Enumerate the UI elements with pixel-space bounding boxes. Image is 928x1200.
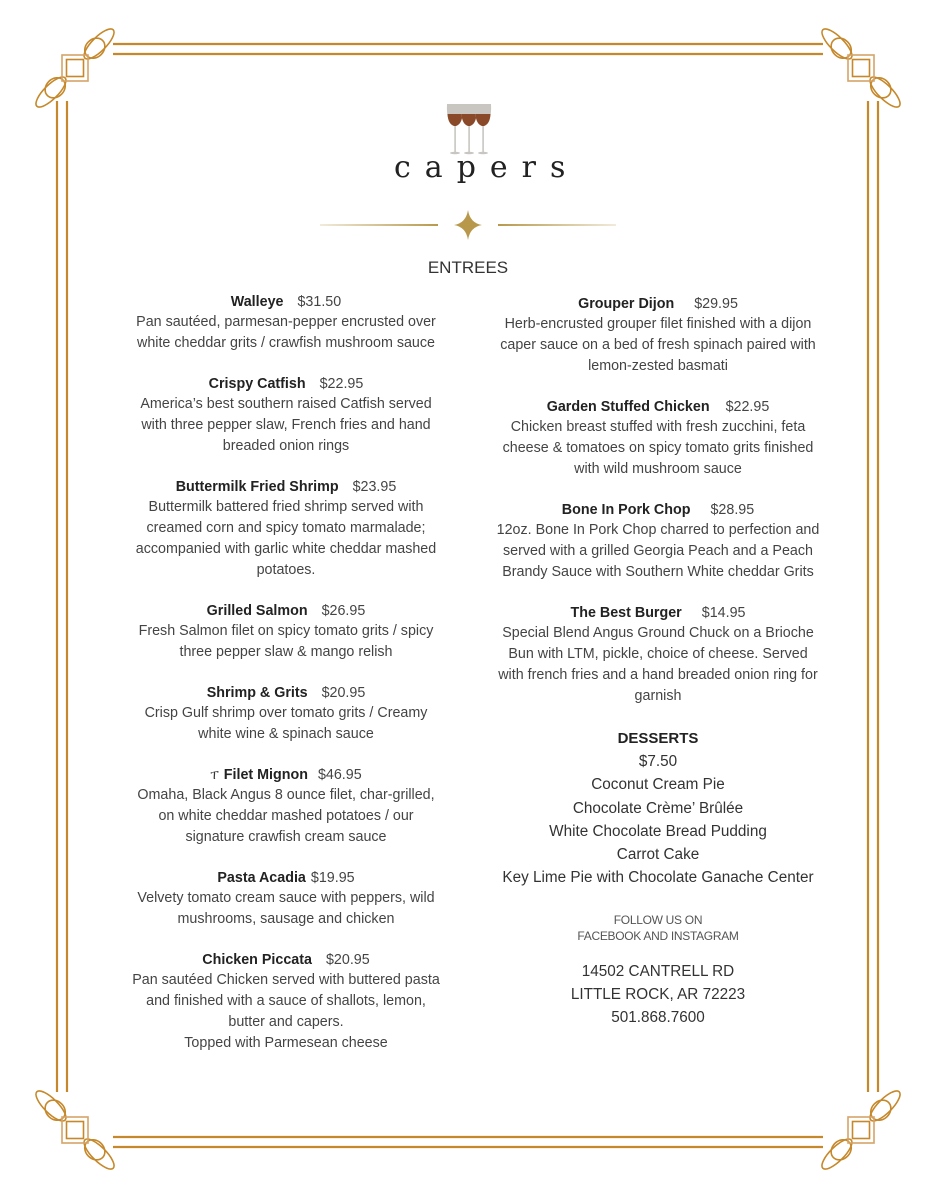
item-name: Bone In Pork Chop bbox=[561, 502, 691, 518]
desc-line: and finished with a sauce of shallots, lemon, bbox=[146, 993, 426, 1009]
item-description bbox=[106, 394, 466, 457]
item-description bbox=[478, 314, 838, 377]
desc-line: with three pepper slaw, French fries and hand bbox=[141, 417, 431, 433]
phone-number: 501.868.7600 bbox=[611, 1008, 705, 1026]
desc-line: accompanied with garlic white cheddar mashed bbox=[135, 541, 437, 557]
dessert-item: White Chocolate Bread Pudding bbox=[549, 822, 767, 840]
desc-line: breaded onion rings bbox=[222, 438, 350, 454]
item-description bbox=[106, 888, 466, 930]
item-name: Garden Stuffed Chicken bbox=[546, 399, 710, 415]
item-price: $23.95 bbox=[352, 479, 397, 495]
item-name: Grilled Salmon bbox=[206, 603, 308, 619]
corner-ornament-top-right bbox=[810, 17, 912, 119]
menu-item bbox=[478, 397, 838, 480]
restaurant-address bbox=[478, 960, 838, 1029]
item-price: $28.95 bbox=[710, 502, 755, 518]
menu-item bbox=[106, 601, 466, 663]
menu-item bbox=[106, 765, 466, 848]
desc-line: served with a grilled Georgia Peach and a Peach bbox=[503, 543, 813, 559]
desc-line: Herb-encrusted grouper filet finished with a dijon bbox=[504, 316, 812, 332]
item-price: $14.95 bbox=[701, 605, 746, 621]
item-description bbox=[106, 785, 466, 848]
item-price: $46.95 bbox=[317, 767, 362, 783]
item-description bbox=[478, 520, 838, 583]
desserts-section bbox=[478, 727, 838, 890]
desc-line: three pepper slaw & mango relish bbox=[179, 644, 393, 660]
desc-line: on white cheddar mashed potatoes / our bbox=[158, 808, 414, 824]
item-price: $20.95 bbox=[321, 685, 366, 701]
desc-line: lemon-zested basmati bbox=[588, 358, 728, 374]
desc-line: mushrooms, sausage and chicken bbox=[177, 911, 395, 927]
address-street: 14502 CANTRELL RD bbox=[581, 962, 735, 980]
follow-line: FACEBOOK AND INSTAGRAM bbox=[577, 928, 739, 943]
dessert-item: Carrot Cake bbox=[616, 846, 700, 864]
item-price: $19.95 bbox=[310, 870, 355, 886]
desc-line: Buttermilk battered fried shrimp served with bbox=[148, 499, 424, 515]
desc-line: Special Blend Angus Ground Chuck on a Brioche bbox=[502, 625, 814, 641]
item-description bbox=[106, 312, 466, 354]
menu-item bbox=[478, 603, 838, 707]
desc-line: Crisp Gulf shrimp over tomato grits / Creamy bbox=[144, 705, 428, 721]
dessert-item: Key Lime Pie with Chocolate Ganache Center bbox=[502, 869, 814, 887]
desc-line: Omaha, Black Angus 8 ounce filet, char-grilled, bbox=[137, 787, 435, 803]
item-name: Shrimp & Grits bbox=[206, 685, 308, 701]
item-price: $29.95 bbox=[694, 296, 738, 312]
desc-line: Chicken breast stuffed with fresh zucchini, feta bbox=[510, 419, 806, 435]
desc-line: signature crawfish cream sauce bbox=[185, 829, 387, 845]
desc-line: creamed corn and spicy tomato marmalade; bbox=[146, 520, 426, 536]
desc-line: with french fries and a hand breaded onion ring for bbox=[498, 667, 818, 683]
item-price: $26.95 bbox=[321, 603, 366, 619]
desc-line: white cheddar grits / crawfish mushroom sauce bbox=[137, 335, 435, 351]
desc-line: garnish bbox=[634, 688, 682, 704]
desc-line: 12oz. Bone In Pork Chop charred to perfection and bbox=[496, 522, 820, 538]
item-name: Pasta Acadia bbox=[217, 870, 306, 886]
desc-line: white wine & spinach sauce bbox=[198, 726, 374, 742]
item-name: Walleye bbox=[230, 294, 284, 310]
desc-line: Fresh Salmon filet on spicy tomato grits / spicy bbox=[138, 623, 434, 639]
desc-line: caper sauce on a bed of fresh spinach paired with bbox=[500, 337, 816, 353]
item-name: The Best Burger bbox=[570, 605, 682, 621]
item-description bbox=[478, 417, 838, 480]
item-name: Buttermilk Fried Shrimp bbox=[175, 479, 339, 495]
social-follow-note bbox=[478, 912, 838, 944]
menu-item bbox=[478, 500, 838, 583]
desc-line: Pan sautéed, parmesan-pepper encrusted over bbox=[136, 314, 436, 330]
desc-line: Pan sautéed Chicken served with buttered pasta bbox=[132, 972, 440, 988]
desc-line: cheese & tomatoes on spicy tomato grits finished bbox=[502, 440, 814, 456]
corner-ornament-top-left bbox=[24, 17, 126, 119]
item-description bbox=[106, 703, 466, 745]
desc-line: butter and capers. bbox=[228, 1014, 344, 1030]
menu-item bbox=[106, 292, 466, 354]
menu-item bbox=[106, 374, 466, 457]
item-name: Chicken Piccata bbox=[202, 952, 312, 968]
desc-line: Topped with Parmesean cheese bbox=[184, 1035, 388, 1051]
item-name: Grouper Dijon bbox=[578, 296, 675, 312]
section-title-entrees: ENTREES bbox=[427, 258, 509, 277]
corner-ornament-bottom-left bbox=[24, 1079, 126, 1181]
item-description bbox=[478, 623, 838, 707]
item-description bbox=[106, 497, 466, 581]
item-description bbox=[106, 621, 466, 663]
desc-line: with wild mushroom sauce bbox=[574, 461, 742, 477]
desserts-title: DESSERTS bbox=[617, 730, 699, 747]
menu-item bbox=[478, 294, 838, 377]
menu-item bbox=[106, 950, 466, 1054]
desc-line: potatoes. bbox=[256, 562, 316, 578]
item-description bbox=[106, 970, 466, 1054]
desserts-price: $7.50 bbox=[638, 753, 678, 770]
item-name: Crispy Catfish bbox=[208, 376, 306, 392]
item-price: $31.50 bbox=[297, 294, 342, 310]
entrees-left-column bbox=[106, 292, 466, 1074]
star-icon bbox=[454, 210, 482, 240]
item-price: $22.95 bbox=[319, 376, 364, 392]
menu-item bbox=[106, 683, 466, 745]
desc-line: Brandy Sauce with Southern White cheddar Grits bbox=[502, 564, 814, 580]
desc-line: Velvety tomato cream sauce with peppers, wild bbox=[137, 890, 435, 906]
item-price: $22.95 bbox=[725, 399, 770, 415]
follow-line: FOLLOW US ON bbox=[613, 912, 703, 927]
desc-line: America’s best southern raised Catfish served bbox=[140, 396, 432, 412]
signature-marker-icon: ፐ bbox=[210, 768, 219, 782]
item-name: Filet Mignon bbox=[223, 767, 308, 783]
menu-item bbox=[106, 477, 466, 581]
star-divider bbox=[318, 208, 618, 242]
address-city: LITTLE ROCK, AR 72223 bbox=[570, 985, 746, 1003]
menu-item bbox=[106, 868, 466, 930]
entrees-right-column bbox=[478, 294, 838, 1029]
corner-ornament-bottom-right bbox=[810, 1079, 912, 1181]
item-price: $20.95 bbox=[325, 952, 370, 968]
dessert-item: Chocolate Crème’ Brûlée bbox=[572, 799, 744, 817]
desc-line: Bun with LTM, pickle, choice of cheese. Served bbox=[508, 646, 808, 662]
dessert-item: Coconut Cream Pie bbox=[591, 776, 725, 794]
brand-name: capers bbox=[394, 150, 580, 185]
